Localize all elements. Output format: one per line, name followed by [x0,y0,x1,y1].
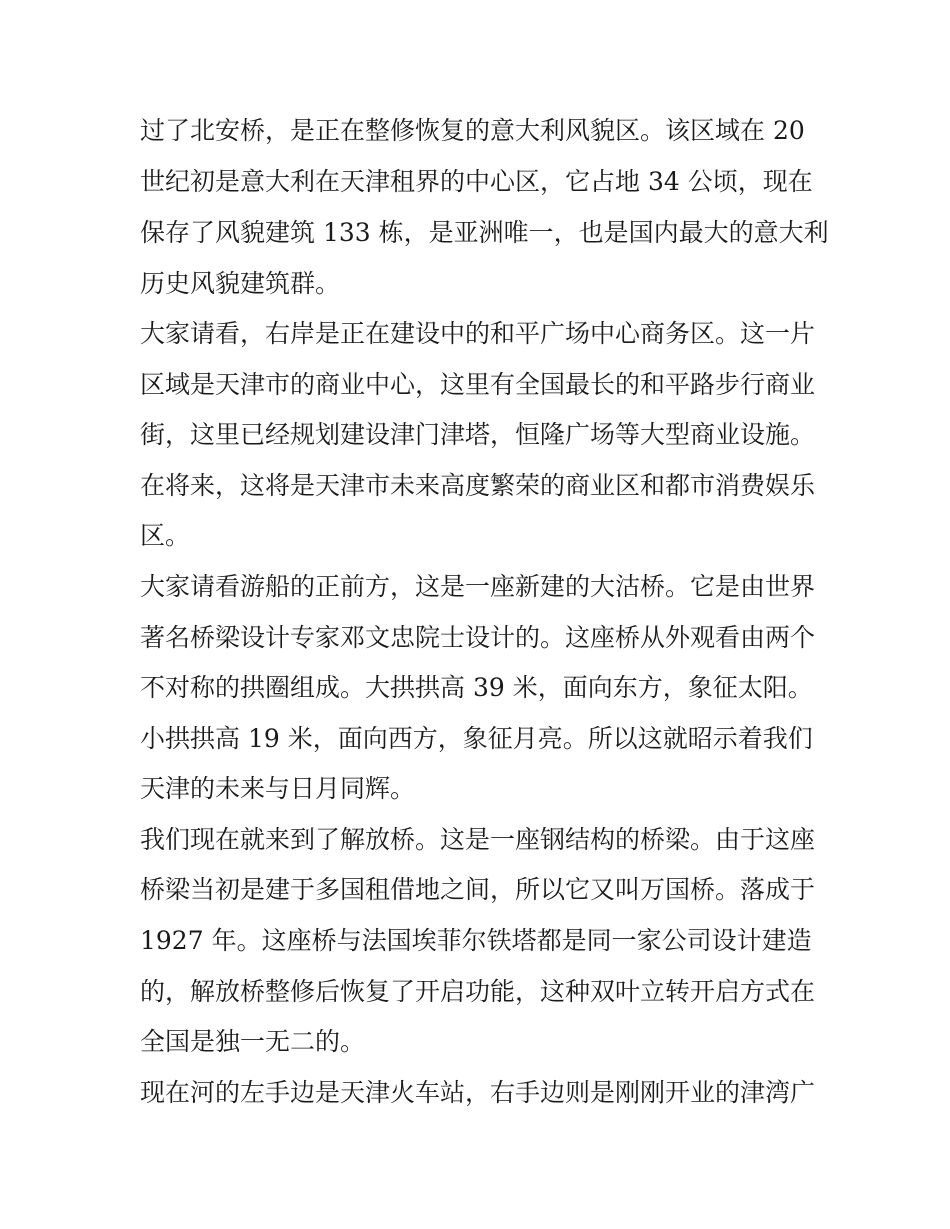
text-line: 世纪初是意大利在天津租界的中心区，它占地 34 公顷，现在 [140,167,813,196]
text-line: 小拱拱高 19 米，面向西方，象征月亮。所以这就昭示着我们 [140,724,813,753]
text-line: 著名桥梁设计专家邓文忠院士设计的。这座桥从外观看由两个 [140,623,816,652]
text-line: 现在河的左手边是天津火车站，右手边则是刚刚开业的津湾广 [140,1078,816,1107]
text-line: 区域是天津市的商业中心，这里有全国最长的和平路步行商业 [140,370,816,399]
text-line: 不对称的拱圈组成。大拱拱高 39 米，面向东方，象征太阳。 [140,673,813,702]
text-line: 过了北安桥，是正在整修恢复的意大利风貌区。该区域在 20 [140,116,805,145]
text-line: 桥梁当初是建于多国租借地之间，所以它又叫万国桥。落成于 [140,875,816,904]
text-line: 1927 年。这座桥与法国埃菲尔铁塔都是同一家公司设计建造 [140,926,812,955]
text-line: 保存了风貌建筑 133 栋，是亚洲唯一，也是国内最大的意大利 [140,218,829,247]
text-line: 天津的未来与日月同辉。 [140,774,416,803]
text-line: 大家请看，右岸是正在建设中的和平广场中心商务区。这一片 [140,319,816,348]
text-line: 我们现在就来到了解放桥。这是一座钢结构的桥梁。由于这座 [140,825,816,854]
text-line: 在将来，这将是天津市未来高度繁荣的商业区和都市消费娱乐 [140,471,816,500]
text-line: 区。 [140,521,191,550]
text-line: 街，这里已经规划建设津门津塔，恒隆广场等大型商业设施。 [140,420,816,449]
text-line: 的，解放桥整修后恢复了开启功能，这种双叶立转开启方式在 [140,977,816,1006]
text-line: 大家请看游船的正前方，这是一座新建的大沽桥。它是由世界 [140,572,816,601]
text-line: 全国是独一无二的。 [140,1027,366,1056]
text-line: 历史风貌建筑群。 [140,269,341,298]
